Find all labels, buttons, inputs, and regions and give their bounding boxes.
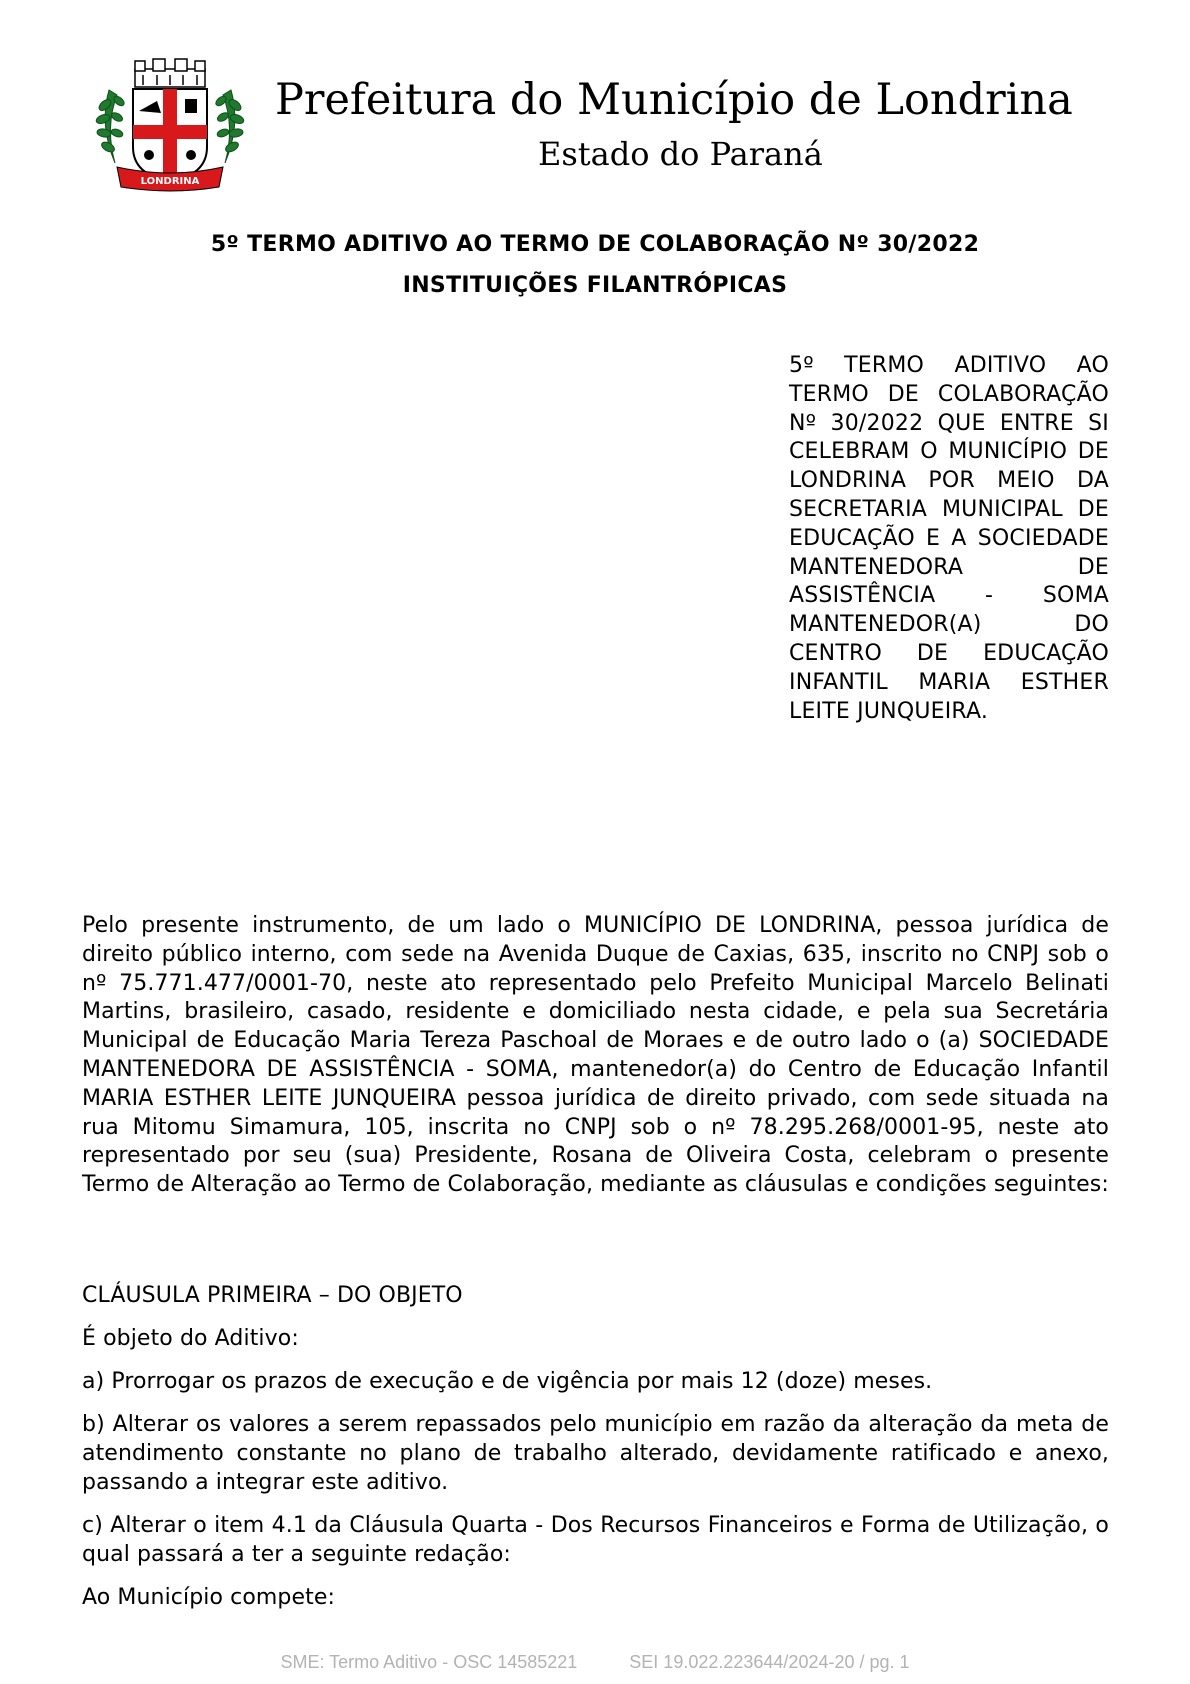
clause-heading: CLÁUSULA PRIMEIRA – DO OBJETO <box>82 1283 463 1308</box>
laurel-right-icon <box>214 90 245 163</box>
clause-item-a: a) Prorrogar os prazos de execução e de vigência por mais 12 (doze) meses. <box>82 1369 933 1394</box>
svg-text:LONDRINA: LONDRINA <box>140 176 200 187</box>
clause-item-b: b) Alterar os valores a serem repassados pelo município em razão da alteração da meta de atendimento constante no plano de trabalho alterado, devidamente ratificado e anexo, passando a integrar este aditivo. <box>82 1412 1109 1495</box>
mural-crown-icon <box>135 59 205 87</box>
preamble-paragraph: Pelo presente instrumento, de um lado o MUNICÍPIO DE LONDRINA, pessoa jurídica de direito público interno, com sede na Avenida Duque de Caxias, 635, inscrito no CNPJ sob o nº 75.771.477/0001-70, neste ato representado pelo Prefeito Municipal Marcelo Belinati Martins, brasileiro, casado, residente e domiciliado nesta cidade, e pela sua Secretária Municipal de Educação Maria Tereza Paschoal de Moraes e de outro lado o (a) SOCIEDADE MANTENEDORA DE ASSISTÊNCIA - SOMA, mantenedor(a) do Centro de Educação Infantil MARIA ESTHER LEITE JUNQUEIRA pessoa jurídica de direito privado, com sede situada na rua Mitomu Simamura, 105, inscrita no CNPJ sob o nº 78.295.268/0001-95, neste ato representado por seu (sua) Presidente, Rosana de Oliveira Costa, celebram o presente Termo de Alteração ao Termo de Colaboração, mediante as cláusulas e condições seguintes: <box>82 913 1109 1198</box>
object-intro: É objeto do Aditivo: <box>82 1326 299 1351</box>
ementa-summary: 5º TERMO ADITIVO AO TERMO DE COLABORAÇÃO Nº 30/2022 QUE ENTRE SI CELEBRAM O MUNICÍPIO DE LONDRINA POR MEIO DA SECRETARIA MUNICIPAL DE EDUCAÇÃO E A SOCIEDADE MANTENEDORA DE ASSISTÊNCIA - SOMA MANTENEDOR(A) DO CENTRO DE EDUCAÇÃO INFANTIL MARIA ESTHER LEITE JUNQUEIRA. <box>789 353 1109 724</box>
page-footer <box>0 1652 1190 1673</box>
municipality-title: Prefeitura do Município de Londrina <box>275 75 1073 125</box>
footer-sei-ref: SEI 19.022.223644/2024-20 / pg. 1 <box>629 1652 910 1672</box>
document-subtitle: INSTITUIÇÕES FILANTRÓPICAS <box>402 273 788 298</box>
clause-item-c: c) Alterar o item 4.1 da Cláusula Quarta - Dos Recursos Financeiros e Forma de Utilização, o qual passará a ter a seguinte redação: <box>82 1513 1109 1567</box>
shield-icon <box>133 89 207 181</box>
londrina-coat-of-arms-icon <box>95 55 245 195</box>
document-title: 5º TERMO ADITIVO AO TERMO DE COLABORAÇÃO Nº 30/2022 <box>210 232 980 257</box>
laurel-left-icon <box>95 90 126 163</box>
footer-doc-ref: SME: Termo Aditivo - OSC 14585221 <box>280 1652 578 1672</box>
municipio-compete: Ao Município compete: <box>82 1585 335 1610</box>
letterhead <box>95 55 1105 195</box>
state-subtitle: Estado do Paraná <box>538 135 823 173</box>
